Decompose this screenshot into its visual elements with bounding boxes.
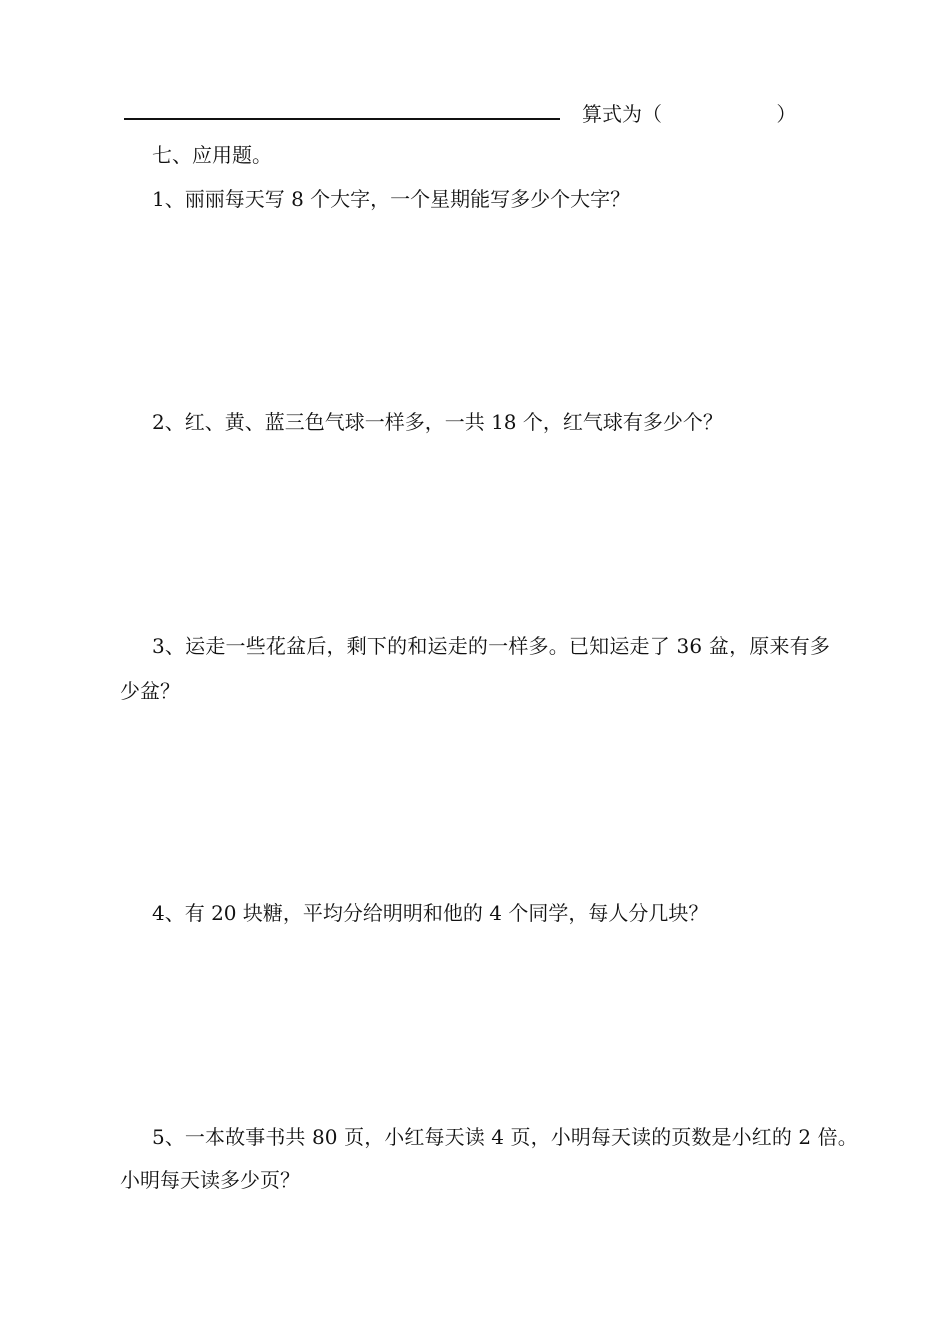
question-5-line-2: 小明每天读多少页？ [120,1168,300,1192]
question-1: 1、丽丽每天写 8 个大字，一个星期能写多少个大字？ [152,187,631,211]
question-4: 4、有 20 块糖，平均分给明明和他的 4 个同学，每人分几块？ [152,901,709,925]
answer-blank-line [124,118,560,120]
question-3-line-2: 少盆？ [120,679,180,703]
question-2: 2、红、黄、蓝三色气球一样多，一共 18 个，红气球有多少个？ [152,410,723,434]
section-title: 七、应用题。 [152,143,272,167]
formula-label: 算式为（ ） [582,102,797,126]
question-3-line-1: 3、运走一些花盆后，剩下的和运走的一样多。已知运走了 36 盆，原来有多 [152,634,831,658]
question-5-line-1: 5、一本故事书共 80 页，小红每天读 4 页，小明每天读的页数是小红的 2 倍。 [152,1125,858,1149]
